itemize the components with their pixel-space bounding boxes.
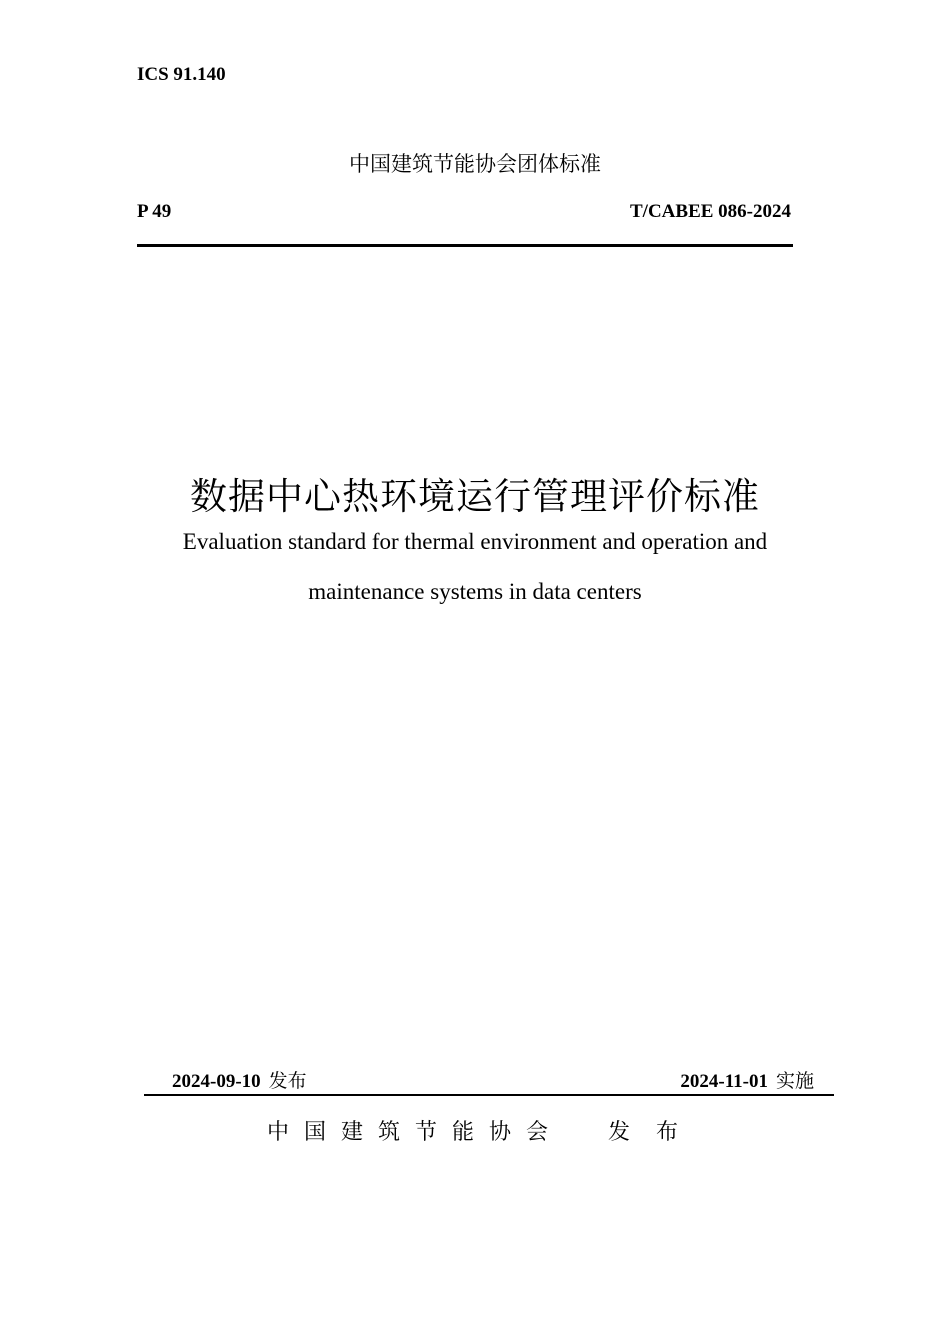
standard-number: T/CABEE 086-2024	[630, 201, 791, 222]
title-english-line-2: maintenance systems in data centers	[308, 579, 642, 604]
title-english-line-1: Evaluation standard for thermal environment and operation and	[182, 529, 768, 554]
classification-code: P 49	[137, 201, 172, 222]
issue-date-block	[172, 1066, 307, 1093]
title-chinese: 数据中心热环境运行管理评价标准	[190, 475, 760, 518]
ics-code: ICS 91.140	[137, 64, 226, 85]
publish-word: 发布	[608, 1120, 705, 1145]
header-divider	[137, 244, 793, 247]
implement-date: 2024-11-01	[680, 1071, 768, 1092]
organization-standard-heading: 中国建筑节能协会团体标准	[349, 152, 601, 176]
footer-divider	[144, 1094, 834, 1096]
implement-label: 实施	[775, 1070, 814, 1092]
publisher-name: 中国建筑节能协会	[267, 1120, 564, 1145]
issue-date: 2024-09-10	[172, 1071, 261, 1092]
issue-label: 发布	[268, 1070, 307, 1092]
implement-date-block	[680, 1066, 814, 1093]
